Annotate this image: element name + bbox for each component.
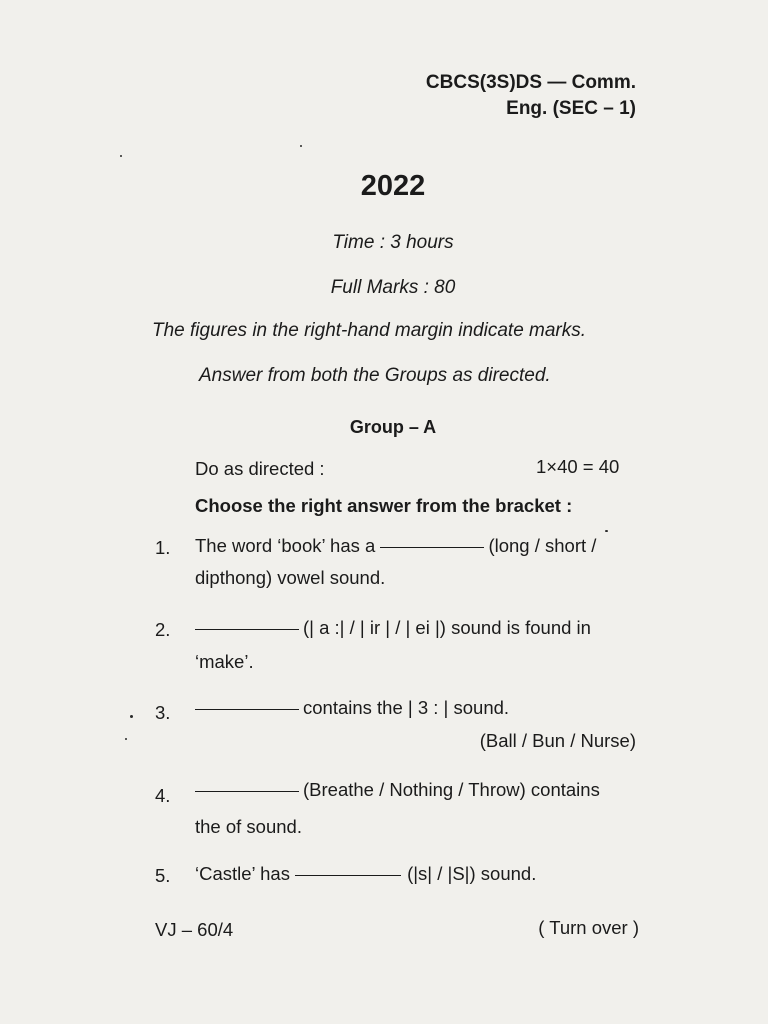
question-2-text: [195, 617, 591, 639]
group-title: Group – A: [349, 417, 437, 437]
instruction-margin-marks: The figures in the right-hand margin indicate marks.: [152, 320, 587, 341]
group-marks: 1×40 = 40: [536, 456, 620, 477]
full-marks: Full Marks : 80: [330, 277, 456, 298]
answer-blank: [195, 629, 299, 630]
question-5-text: [195, 863, 536, 885]
question-3-continuation: (Ball / Bun / Nurse): [479, 730, 636, 751]
question-1-options: (long / short /: [488, 535, 597, 556]
answer-blank: [195, 791, 299, 792]
time-allowed: Time : 3 hours: [332, 232, 454, 253]
scan-speck: [130, 715, 133, 718]
question-number: 2.: [155, 619, 171, 640]
turn-over-note: ( Turn over ): [538, 917, 639, 938]
scan-speck: [300, 145, 302, 147]
scan-speck: [120, 155, 122, 157]
question-number: 3.: [155, 702, 171, 723]
answer-blank: [380, 547, 484, 548]
question-2-continuation: ‘make’.: [195, 651, 254, 672]
question-4-continuation: the of sound.: [195, 816, 302, 837]
question-5-prefix: ‘Castle’ has: [195, 863, 290, 884]
footer-code: VJ – 60/4: [155, 919, 234, 940]
question-1-text: [195, 535, 596, 557]
scan-speck: [605, 530, 608, 532]
group-direction: Do as directed :: [195, 458, 325, 479]
question-3-options: contains the | 3 : | sound.: [303, 697, 510, 718]
question-4-options: (Breathe / Nothing / Throw) contains: [303, 779, 600, 800]
choose-instruction: Choose the right answer from the bracket :: [195, 495, 573, 516]
answer-blank: [195, 709, 299, 710]
question-number: 4.: [155, 785, 171, 806]
scan-speck: [125, 738, 127, 740]
question-1-continuation: dipthong) vowel sound.: [195, 567, 386, 588]
answer-blank: [295, 875, 401, 876]
question-number: 5.: [155, 865, 171, 886]
question-4-text: [195, 779, 600, 801]
paper-code-line-1: CBCS(3S)DS — Comm.: [425, 72, 636, 93]
question-3-text: [195, 697, 509, 719]
question-1-prefix: The word ‘book’ has a: [195, 535, 376, 556]
paper-code-line-2: Eng. (SEC – 1): [506, 98, 636, 119]
exam-year: 2022: [360, 170, 426, 202]
question-5-options: (|s| / |S|) sound.: [407, 863, 537, 884]
question-2-options: (| a :| / | ir | / | ei |) sound is found in: [303, 617, 591, 638]
question-number: 1.: [155, 537, 171, 558]
instruction-answer-groups: Answer from both the Groups as directed.: [199, 365, 551, 386]
